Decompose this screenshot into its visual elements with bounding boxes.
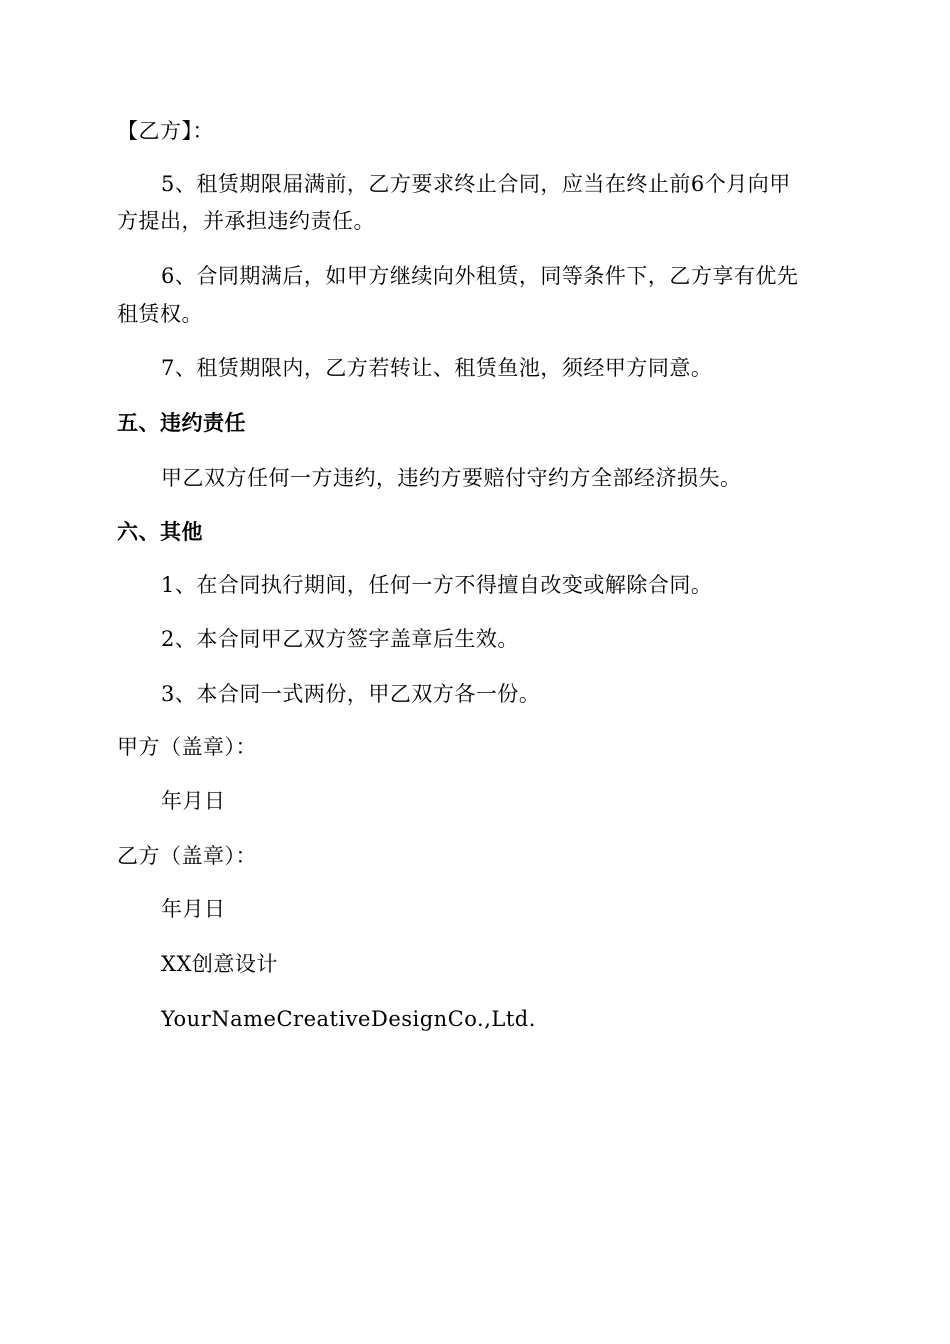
clause-6-line-2: 租赁权。 [117, 302, 203, 326]
party-a-date: 年月日 [161, 789, 226, 813]
section-5-text: 甲乙双方任何一方违约，违约方要赔付守约方全部经济损失。 [161, 466, 742, 490]
section-6-title: 六、其他 [117, 519, 203, 544]
clause-7: 7、租赁期限内，乙方若转让、租赁鱼池，须经甲方同意。 [161, 356, 713, 380]
party-b-signature-label: 乙方（盖章）： [117, 844, 257, 868]
company-name-en: YourNameCreativeDesignCo.,Ltd. [161, 1007, 536, 1031]
section-6-item-2: 2、本合同甲乙双方签字盖章后生效。 [161, 627, 519, 651]
party-b-date: 年月日 [161, 897, 226, 921]
clause-5-line-1: 5、租赁期限届满前，乙方要求终止合同，应当在终止前6个月向甲 [161, 172, 791, 196]
section-6-item-1: 1、在合同执行期间，任何一方不得擅自改变或解除合同。 [161, 573, 713, 597]
company-name-cn: XX创意设计 [161, 952, 278, 976]
clause-6-line-1: 6、合同期满后，如甲方继续向外租赁，同等条件下，乙方享有优先 [161, 264, 799, 288]
clause-5-line-2: 方提出，并承担违约责任。 [117, 209, 375, 233]
party-a-signature-label: 甲方（盖章）： [117, 735, 257, 759]
party-b-heading: 【乙方】： [117, 119, 214, 143]
section-5-title: 五、违约责任 [117, 410, 246, 435]
section-6-item-3: 3、本合同一式两份，甲乙双方各一份。 [161, 682, 541, 706]
